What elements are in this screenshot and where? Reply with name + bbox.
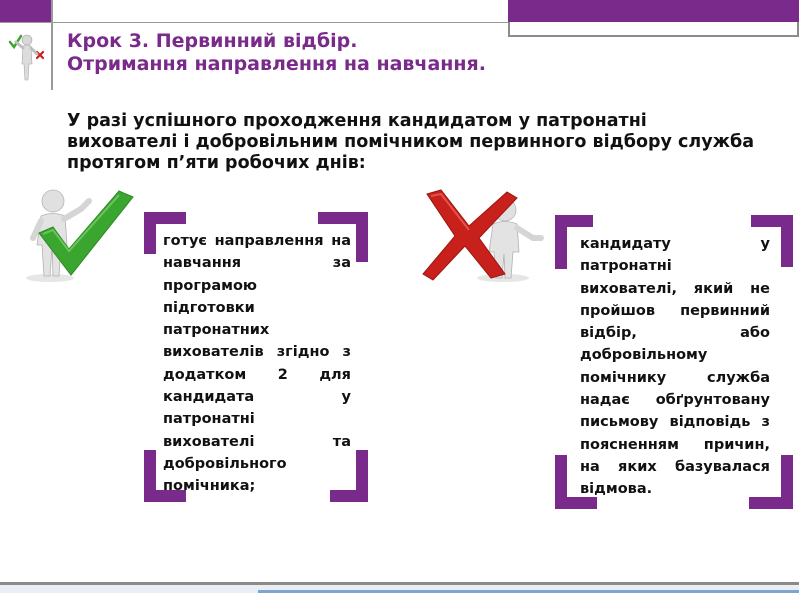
corner-check-cross-icon bbox=[4, 28, 48, 86]
intro-paragraph: У разі успішного проходження кандидатом у патронатні вихователі і добровільним помічником первинного відбору служба протягом п’яти робочих днів: bbox=[67, 111, 755, 173]
cross-person-icon bbox=[407, 186, 552, 286]
top-right-box bbox=[508, 22, 799, 37]
checkmark-person-icon bbox=[15, 183, 140, 283]
top-left-accent-bar bbox=[0, 0, 52, 22]
left-vertical-divider bbox=[51, 0, 53, 90]
top-right-accent-bar bbox=[508, 0, 799, 22]
slide-title bbox=[67, 30, 486, 76]
left-panel-text: готує направлення на навчання за програмою підготовки патронатних вихователів згідно з додатком 2 для кандидата у патронатні вихователі та добровільного помічника; bbox=[163, 233, 351, 495]
title-line-1: Крок 3. Первинний відбір. bbox=[67, 30, 358, 52]
right-panel-text: кандидату у патронатні вихователі, який не пройшов первинний відбір, або добровільному помічнику служба надає обґрунтовану письмову відповідь з поясненням причин, на яких базувалася відмова. bbox=[580, 236, 770, 498]
title-line-2: Отримання направлення на навчання. bbox=[67, 53, 486, 75]
